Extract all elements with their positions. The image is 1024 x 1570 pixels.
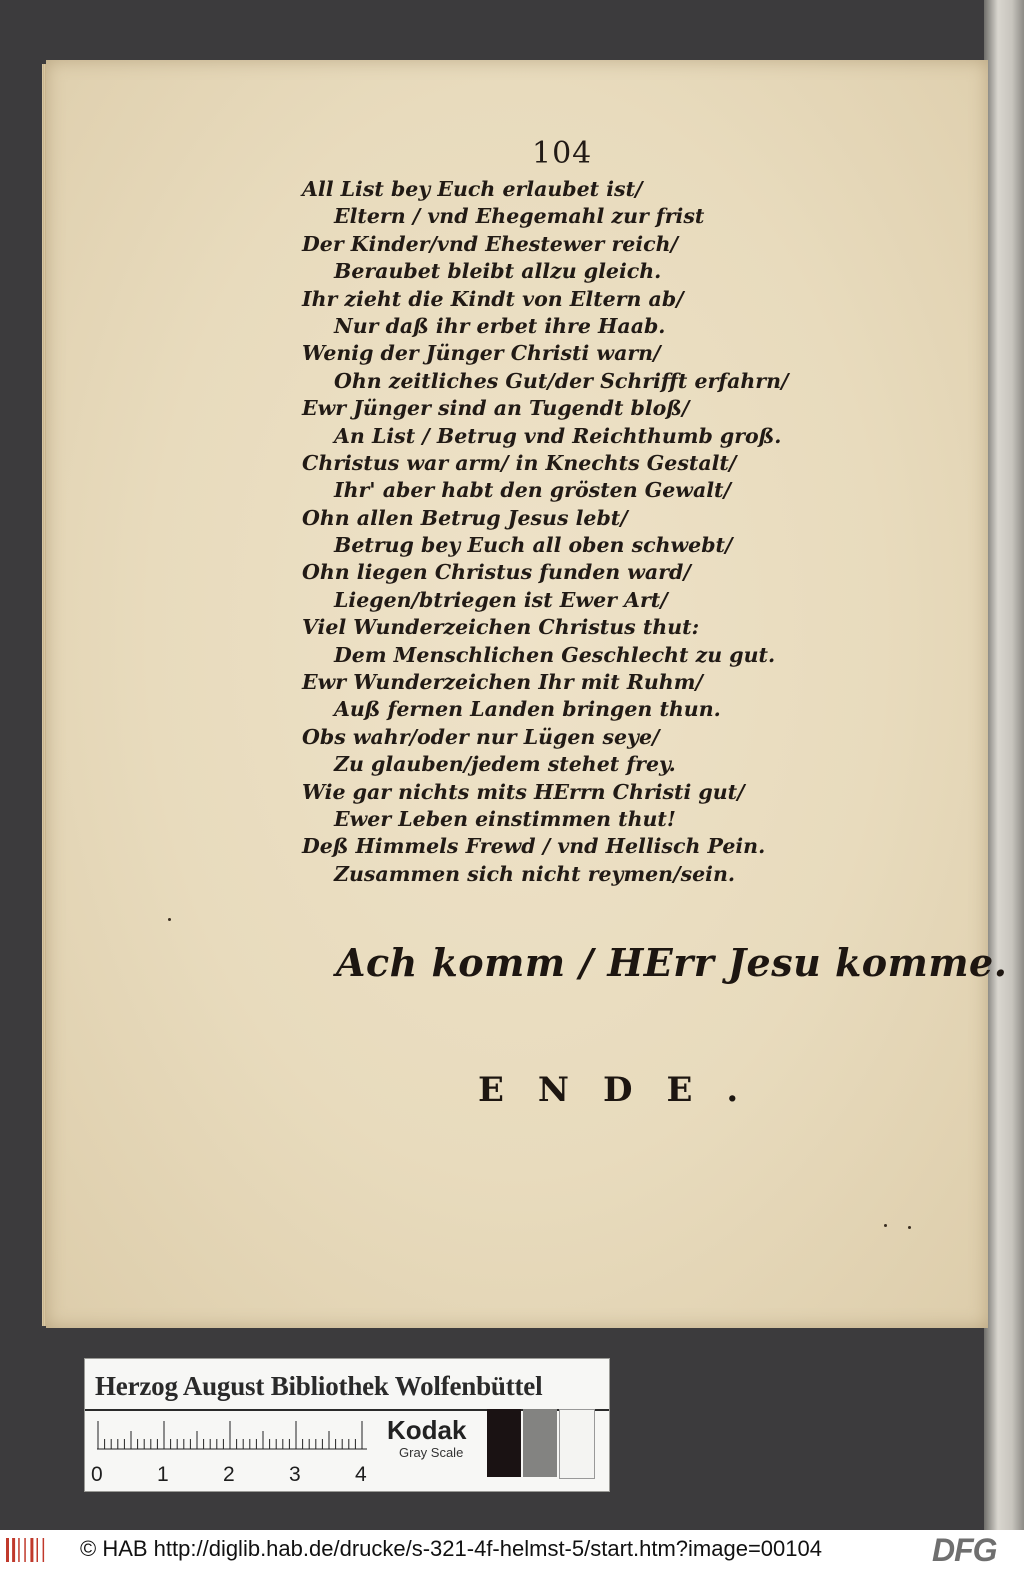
verse-line: Deß Himmels Frewd / vnd Hellisch Pein. [302,834,766,859]
ruler-label: 2 [223,1463,235,1486]
verse-line: Beraubet bleibt allzu gleich. [334,259,662,284]
verse-line: Ihr zieht die Kindt von Eltern ab/ [302,286,684,311]
ende-heading: ENDE. [478,1070,773,1110]
barcode-bar [24,1538,26,1562]
gray-patch-mid [523,1409,557,1477]
page-number: 104 [532,136,593,171]
closing-prayer: Ach komm / HErr Jesu komme. [336,940,1008,985]
verse-line: Ohn allen Betrug Jesus lebt/ [302,505,628,530]
verse-line: Viel Wunderzeichen Christus thut: [302,615,700,640]
verse-line: Ihr' aber habt den grösten Gewalt/ [334,478,731,503]
gray-patch-dark [487,1409,521,1477]
centimeter-ruler [97,1421,367,1451]
verse-block [302,176,922,888]
ruler-label: 3 [289,1463,301,1486]
footer-citation[interactable]: © HAB http://diglib.hab.de/drucke/s-321-4f-helmst-5/start.htm?image=00104 [80,1536,822,1561]
verse-line: Wie gar nichts mits HErrn Christi gut/ [302,779,745,804]
ruler-label: 4 [355,1463,367,1486]
barcode-bar [18,1538,20,1562]
library-name: Herzog August Bibliothek Wolfenbüttel [95,1371,543,1401]
ink-speck [884,1224,887,1227]
verse-line: An List / Betrug vnd Reichthumb groß. [334,423,782,448]
verse-line: All List bey Euch erlaubet ist/ [302,177,643,201]
verse-line: Ewr Jünger sind an Tugendt bloß/ [302,396,690,421]
ruler-label: 1 [157,1463,169,1486]
verse-line: Eltern / vnd Ehegemahl zur frist [334,204,705,229]
gray-patch-light [559,1409,595,1479]
dfg-logo: DFG [932,1532,997,1568]
verse-line: Auß fernen Landen bringen thun. [334,697,721,722]
ruler-labels [91,1463,381,1487]
verse-line: Dem Menschlichen Geschlecht zu gut. [334,642,776,667]
verse-line: Wenig der Jünger Christi warn/ [302,341,661,366]
barcode-icon [6,1538,48,1562]
verse-line: Der Kinder/vnd Ehestewer reich/ [302,231,678,256]
kodak-brand: Kodak [387,1415,467,1445]
verse-line: Ewer Leben einstimmen thut! [334,806,676,831]
verse-line: Ohn zeitliches Gut/der Schrifft erfahrn/ [334,368,789,393]
verse-line: Obs wahr/oder nur Lügen seye/ [302,724,660,749]
verse-line: Betrug bey Euch all oben schwebt/ [334,533,733,558]
ink-speck [168,918,171,921]
verse-line: Christus war arm/ in Knechts Gestalt/ [302,450,737,475]
ruler-label: 0 [91,1463,103,1486]
barcode-bar [6,1538,9,1562]
verse-line: Ewr Wunderzeichen Ihr mit Ruhm/ [302,670,703,695]
verse-line: Nur daß ihr erbet ihre Haab. [334,313,666,338]
verse-line: Ohn liegen Christus funden ward/ [302,560,691,585]
verse-line: Zu glauben/jedem stehet frey. [334,752,676,777]
ink-speck [908,1226,911,1229]
footer-bar [0,1530,1024,1570]
verse-line: Liegen/btriegen ist Ewer Art/ [334,587,668,612]
barcode-bar [37,1538,39,1562]
barcode-bar [43,1538,45,1562]
barcode-bar [12,1538,15,1562]
gray-scale-label: Gray Scale [399,1445,464,1460]
barcode-bar [30,1538,33,1562]
book-spine [984,0,1024,1530]
color-target-card [84,1358,610,1492]
verse-line: Zusammen sich nicht reymen/sein. [334,861,735,886]
